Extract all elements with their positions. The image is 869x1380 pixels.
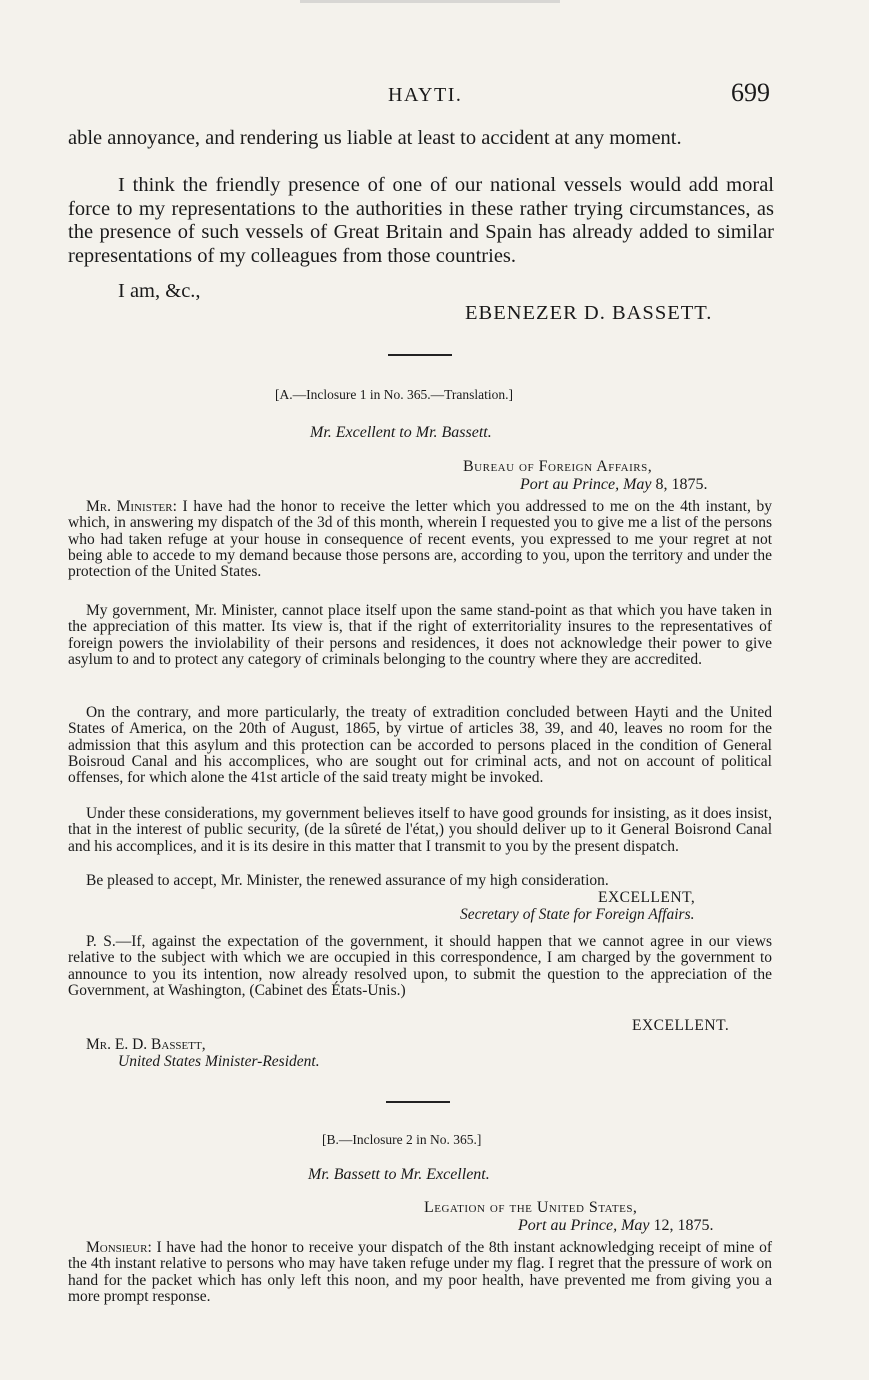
postscript-signature: EXCELLENT. (632, 1017, 730, 1034)
letter-paragraph: On the contrary, and more particularly, the treaty of extradition concluded between Hayti and the United States of America, on the 20th of August, 1865, by virtue of articles 38, 39, and 40, leaves no room for the admission that this asylum and this protection can be accorded to persons placed in the condition of General Boisroud Canal and his accomplices, who are sought out for criminal acts, and not on account of political offenses, for which alone the 41st article of the said treaty might be invoked. (68, 704, 772, 787)
top-edge-mark (300, 0, 560, 3)
signature: EXCELLENT, (598, 889, 696, 906)
letter-paragraph: able annoyance, and rendering us liable at least to accident at any moment. (68, 127, 682, 149)
date-text: 12, 1875. (653, 1217, 714, 1234)
letter-heading: Mr. Bassett to Mr. Excellent. (308, 1166, 490, 1183)
salutation: Mr. Minister: (86, 498, 177, 515)
recipient-title: United States Minister-Resident. (118, 1053, 320, 1070)
signature-title: Secretary of State for Foreign Affairs. (460, 906, 695, 923)
page-number: 699 (731, 78, 770, 107)
place-text: Port au Prince, May (518, 1217, 654, 1234)
inclosure-label: [A.—Inclosure 1 in No. 365.—Translation.] (275, 387, 513, 402)
letter-paragraph: I think the friendly presence of one of our national vessels would add moral force to my representations to the authorities in these rather trying circumstances, as the presence of such vessels of Great Britain and Spain has already added to similar representations of my colleagues from those countries. (68, 174, 774, 267)
recipient-name-text: Mr. E. D. Bassett, (86, 1036, 206, 1053)
letter-paragraph (68, 1240, 772, 1305)
section-divider (386, 1101, 450, 1103)
sender-office: Bureau of Foreign Affairs, (463, 458, 653, 475)
signature: EBENEZER D. BASSETT. (465, 302, 713, 324)
salutation: Monsieur: (86, 1239, 152, 1256)
recipient-name (86, 1036, 206, 1054)
letter-heading: Mr. Excellent to Mr. Bassett. (310, 424, 492, 441)
closing: I am, &c., (118, 280, 201, 302)
place-and-date (520, 476, 708, 494)
place-and-date (518, 1217, 714, 1235)
paragraph-text: I have had the honor to receive your dispatch of the 8th instant acknowledging receipt of mine of the 4th instant relative to persons who may have taken refuge under my flag. I regret that the pressure of work on hand for the packet which has only left this noon, and my poor health, have prevented me from giving you a more prompt response. (68, 1239, 772, 1305)
sender-office: Legation of the United States, (424, 1199, 638, 1216)
paragraph-text: I have had the honor to receive the letter which you addressed to me on the 4th instant, by which, in answering my dispatch of the 3d of this month, wherein I requested you to give me a list of the persons who had taken refuge at your house in consequence of recent events, you expressed to me your regret at not being able to accede to my demand because those persons are, according to you, upon the territory and under the protection of the United States. (68, 498, 772, 581)
letter-paragraph: Be pleased to accept, Mr. Minister, the renewed assurance of my high consideration. (86, 872, 609, 889)
running-title: HAYTI. (388, 84, 463, 106)
postscript: P. S.—If, against the expectation of the government, it should happen that we cannot agree in our views relative to the subject with which we are occupied in this correspondence, I am charged by the government to announce to you its intention, now already resolved upon, to submit the question to the appreciation of the Government, at Washington, (Cabinet des États-Unis.) (68, 933, 772, 999)
section-divider (388, 354, 452, 356)
letter-paragraph: Under these considerations, my government believes itself to have good grounds for insisting, as it does insist, that in the interest of public security, (de la sûreté de l'état,) you should deliver up to it General Boisrond Canal and his accomplices, and it is its desire in this matter that I transmit to you by the present dispatch. (68, 805, 772, 855)
date-text: 8, 1875. (655, 476, 708, 493)
letter-paragraph: My government, Mr. Minister, cannot place itself upon the same stand-point as that which you have taken in the appreciation of this matter. Its view is, that if the right of exterritoriality insures to the representatives of foreign powers the inviolability of their persons and residences, it does not acknowledge their power to give asylum to and to protect any category of criminals belonging to the country where they are accredited. (68, 602, 772, 668)
letter-paragraph (68, 499, 772, 580)
inclosure-label: [B.—Inclosure 2 in No. 365.] (322, 1132, 482, 1147)
place-text: Port au Prince, May (520, 476, 656, 493)
